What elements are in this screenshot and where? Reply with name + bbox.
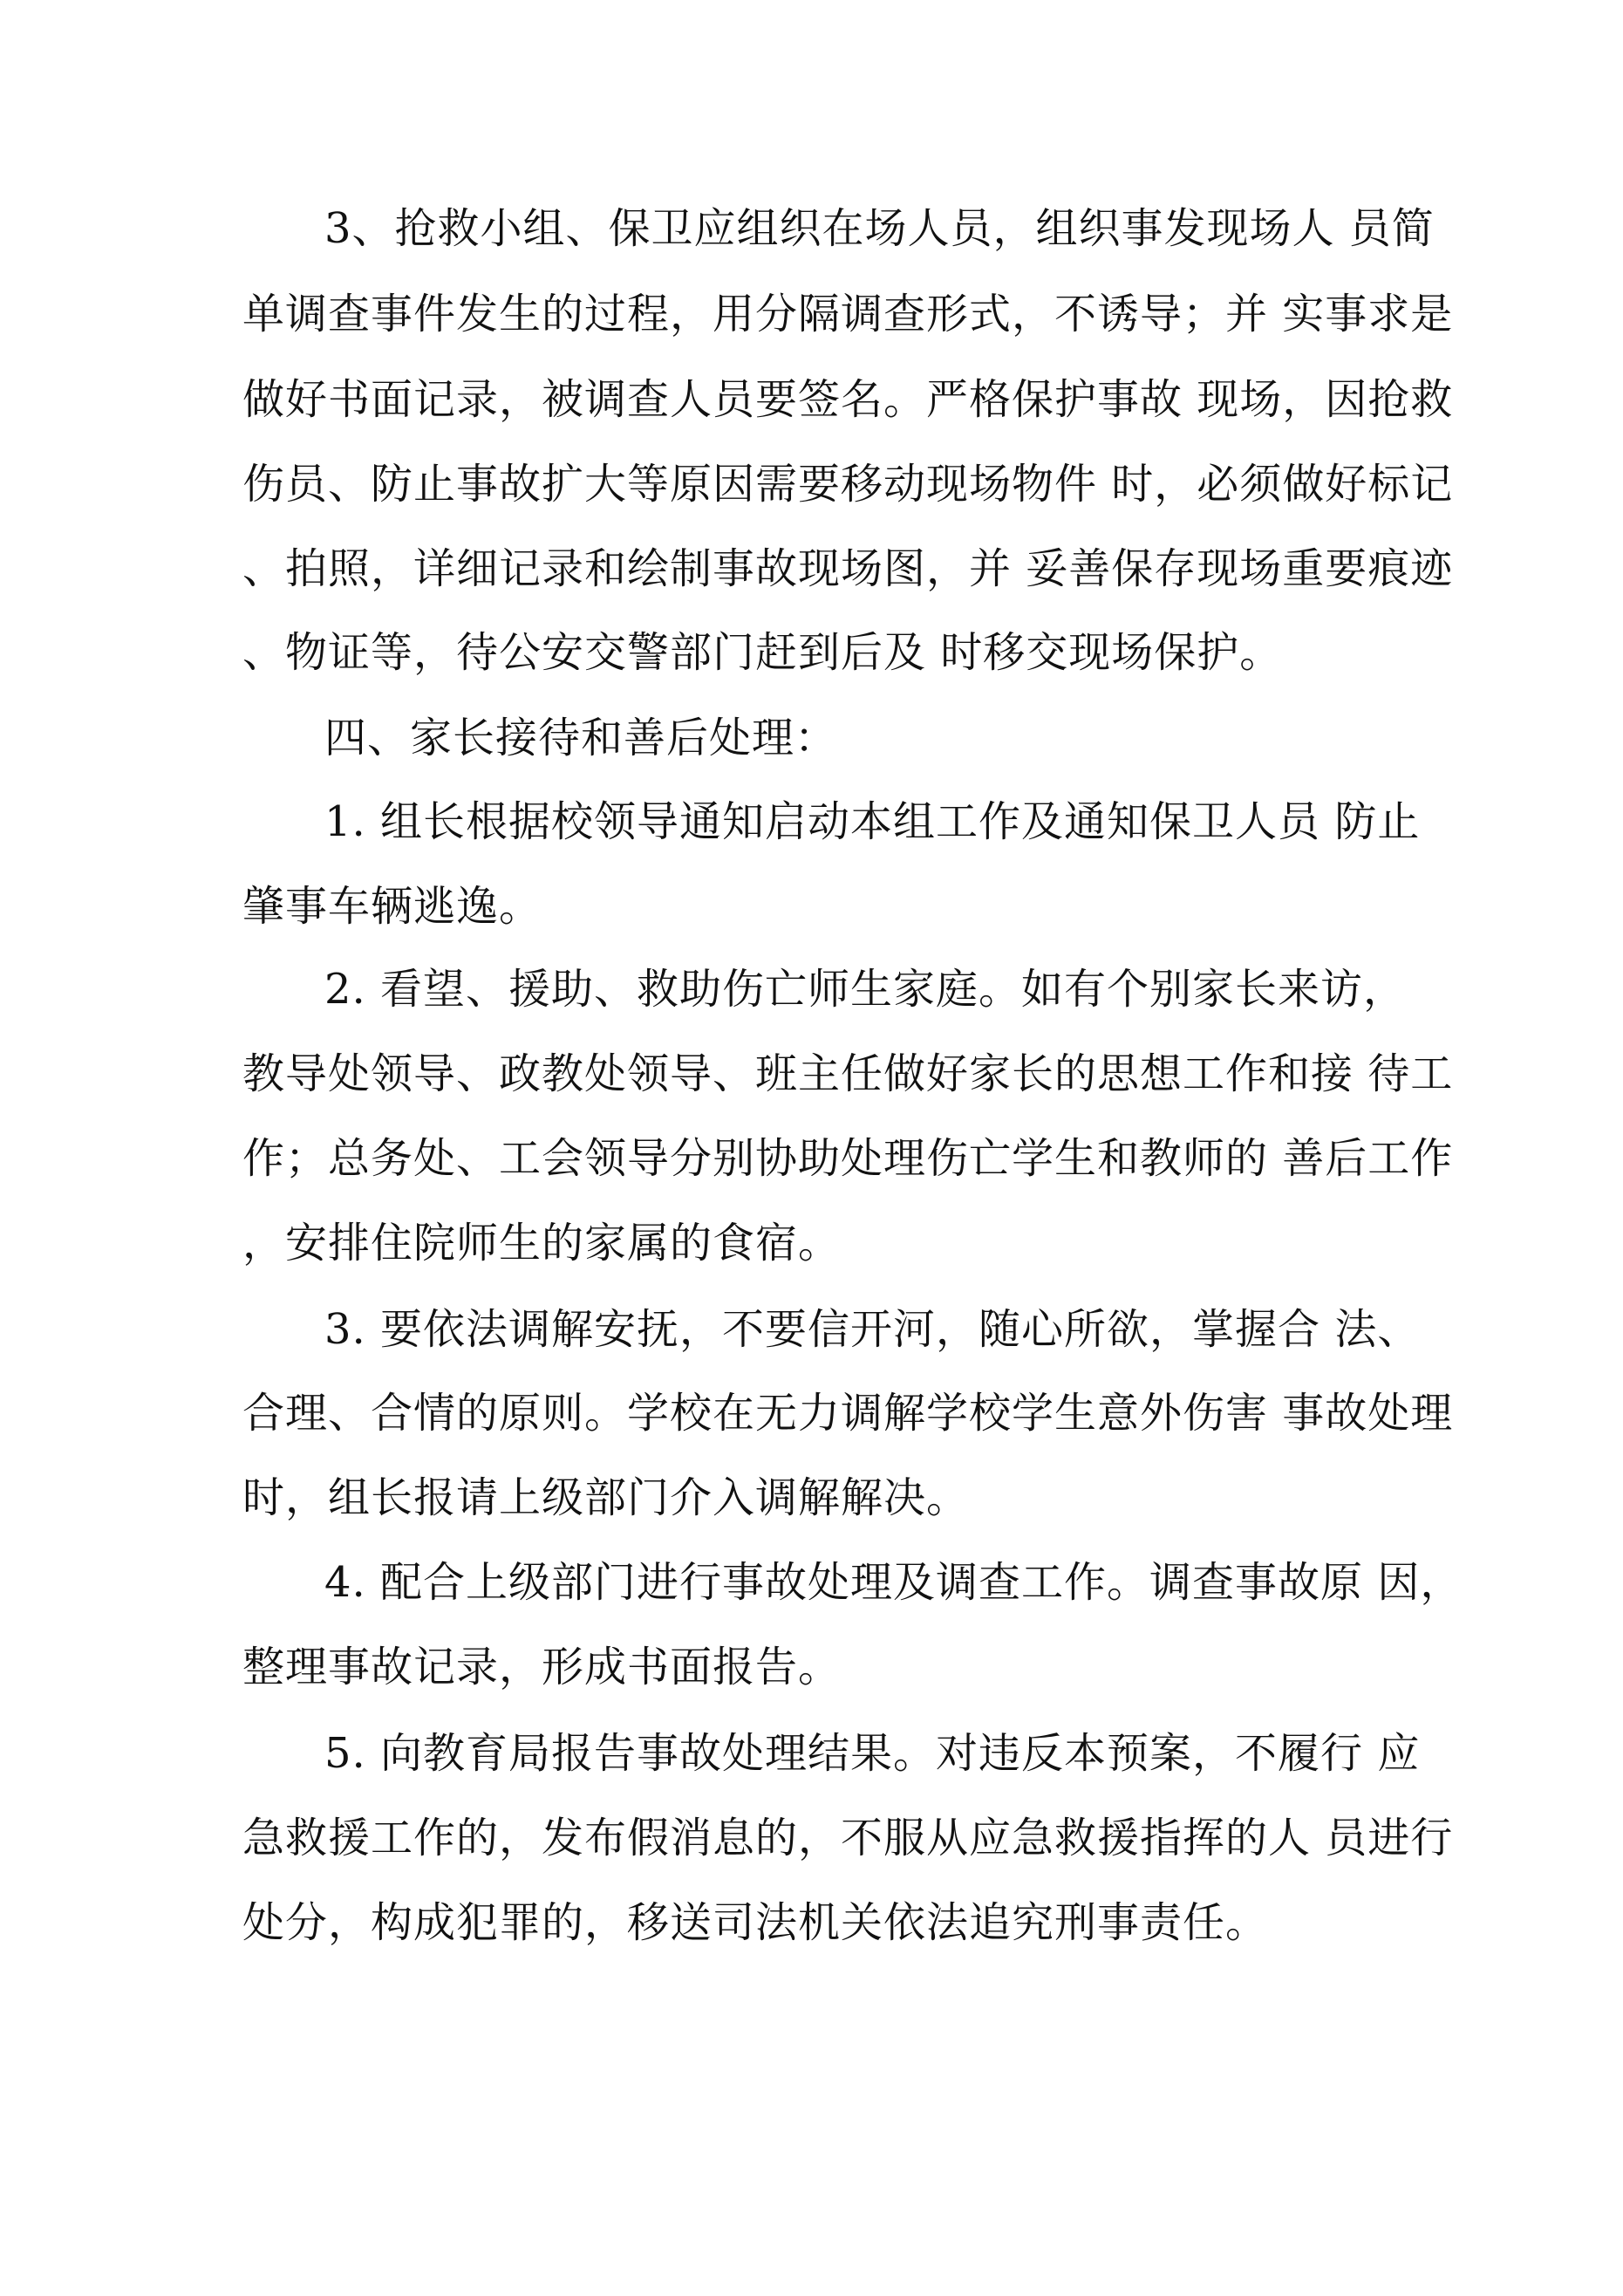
text-line: 1. 组长根据校领导通知启动本组工作及通知保卫人员 防止 — [324, 797, 1421, 846]
text-line: 2. 看望、援助、救助伤亡师生家庭。如有个别家长来访， — [324, 965, 1407, 1014]
text-line: 合理、合情的原则。学校在无力调解学校学生意外伤害 事故处理 — [242, 1389, 1454, 1438]
text-line: 急救援工作的，发布假消息的，不服从应急救援指挥的人 员进行 — [242, 1814, 1454, 1862]
section-heading: 四、家长接待和善后处理： — [324, 714, 838, 762]
text-line: 做好书面记录，被调查人员要签名。严格保护事故 现场，因抢救 — [242, 375, 1454, 424]
text-line: 处分，构成犯罪的，移送司法机关依法追究刑事责任。 — [242, 1898, 1269, 1947]
text-line: 4. 配合上级部门进行事故处理及调查工作。调查事故原 因， — [324, 1558, 1463, 1607]
text-line: 3、抢救小组、保卫应组织在场人员，组织事发现场人 员简 — [324, 204, 1435, 253]
text-line: ，安排住院师生的家属的食宿。 — [242, 1219, 842, 1268]
text-line: 3. 要依法调解安抚，不要信开河，随心所欲，掌握合 法、 — [324, 1305, 1421, 1354]
text-line: 作；总务处、工会领导分别协助处理伤亡学生和教师的 善后工作 — [242, 1134, 1454, 1183]
text-line: 教导处领导、政教处领导、班主任做好家长的思想工作和接 待工 — [242, 1049, 1454, 1098]
text-line: 、物证等，待公安交警部门赶到后及 时移交现场保护。 — [242, 628, 1283, 677]
text-line: 伤员、防止事故扩大等原因需要移动现场物件 时，必须做好标记 — [242, 460, 1454, 509]
text-line: 肇事车辆逃逸。 — [242, 882, 542, 931]
text-line: 、拍照，详细记录和绘制事故现场图，并 妥善保存现场重要痕迹 — [242, 544, 1454, 593]
text-line: 5. 向教育局报告事故处理结果。对违反本预案，不履行 应 — [324, 1729, 1421, 1778]
text-line: 单调查事件发生的过程，用分隔调查形式，不诱导；并 实事求是 — [242, 290, 1454, 338]
text-line: 整理事故记录，形成书面报告。 — [242, 1643, 842, 1691]
text-line: 时，组长报请上级部门介入调解解决。 — [242, 1473, 970, 1522]
